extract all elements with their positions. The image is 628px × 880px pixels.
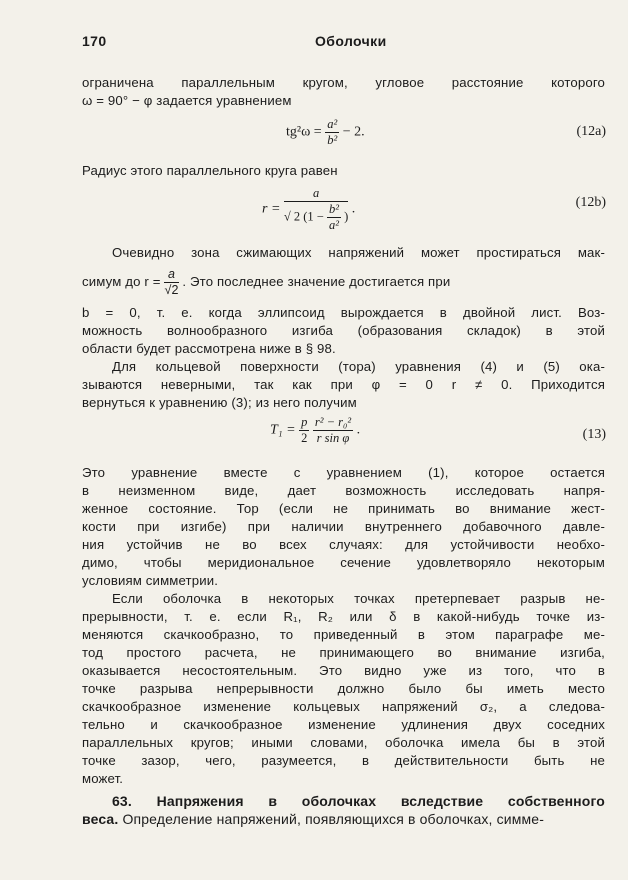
section-text-start: Определение напряжений, появляющихся в оболочках, симме- xyxy=(118,811,545,827)
text-line: ω = 90° − φ задается уравнением xyxy=(82,93,292,108)
text-line: ограничена параллельным кругом, угловое расстояние которого xyxy=(82,75,605,90)
text-line: тельно и скачкообразное изменение удлинения двух соседних xyxy=(82,717,605,732)
text-line: может. xyxy=(82,771,124,786)
text-line: b = 0, т. е. когда эллипсоид вырождается в двойной лист. Воз- xyxy=(82,305,605,320)
p1-inline-fraction xyxy=(164,267,178,298)
p1-line2-start: симум до r = xyxy=(82,274,161,289)
equation-number-13: (13) xyxy=(582,427,606,442)
text-line: ния устойчив не во всех случаях: для устойчивости необхо- xyxy=(82,537,605,552)
eq13-left: T₁ = xyxy=(270,422,296,438)
section-heading-end: веса. xyxy=(82,811,119,827)
eq12b-end: . xyxy=(351,201,356,217)
equation-number-12b: (12b) xyxy=(575,195,606,210)
text-line: димо, чтобы меридиональное сечение удовлетворяло некоторым xyxy=(82,555,605,570)
text-line: меняются скачкообразно, то приведенный в этом параграфе ме- xyxy=(82,627,605,642)
eq12a-fraction xyxy=(325,117,339,148)
text-line: кости при изгибе) при наличии внутреннего добавочного давле- xyxy=(82,519,605,534)
p1-fraction-denominator: √2 xyxy=(164,283,179,298)
text-line: в неизменном виде, дает возможность исследовать напря- xyxy=(82,483,605,498)
text-line: оказывается несостоятельным. Это видно уже из того, что в xyxy=(82,663,605,678)
eq12a-denominator: b² xyxy=(327,133,338,147)
eq13-denominator: r sin φ xyxy=(316,431,350,445)
section-heading: 63. Напряжения в оболочках вследствие собственного xyxy=(112,793,605,809)
eq13-fraction xyxy=(313,415,353,446)
running-title: Оболочки xyxy=(315,33,387,49)
eq12a-right: − 2. xyxy=(342,124,365,140)
p1-fraction-numerator: a xyxy=(164,267,178,283)
equation-13 xyxy=(270,415,360,446)
text-line: зываются неверными, так как при φ = 0 r ≠ 0. Приходится xyxy=(82,377,605,392)
section-heading-continuation xyxy=(82,810,605,828)
text-line: Если оболочка в некоторых точках претерпевает разрыв не- xyxy=(112,591,605,606)
text-line: женное состояние. Тор (если не принимать во внимание жест- xyxy=(82,501,605,516)
text-line: прерывности, т. е. если R₁, R₂ или δ в какой-нибудь точке из- xyxy=(82,609,605,624)
text-line: Это уравнение вместе с уравнением (1), которое остается xyxy=(82,465,605,480)
text-line: Очевидно зона сжимающих напряжений может простираться мак- xyxy=(112,245,605,260)
eq12b-denominator xyxy=(284,202,348,233)
equation-12b xyxy=(262,186,355,233)
eq12b-den-prefix: √ 2 (1 − xyxy=(283,209,324,224)
text-line: области будет рассмотрена ниже в § 98. xyxy=(82,341,336,356)
eq12b-den-suffix: ) xyxy=(344,209,349,224)
text-line: точке зазор, чего, разумеется, в действительности быть не xyxy=(82,753,605,768)
text-line: скачкообразное изменение кольцевых напряжений σ₂, а следова- xyxy=(82,699,605,714)
eq13-coefficient xyxy=(299,415,309,446)
eq12b-numerator: a xyxy=(284,186,348,202)
text-line: точке разрыва непрерывности должно было бы иметь место xyxy=(82,681,605,696)
page-header xyxy=(82,33,587,53)
eq13-numerator: r² − r₀² xyxy=(314,415,352,429)
eq12b-inner-fraction xyxy=(327,202,341,233)
p1-line2-end: . Это последнее значение достигается при xyxy=(182,274,451,289)
eq12b-inner-numerator: b² xyxy=(328,202,339,216)
text-line: условиям симметрии. xyxy=(82,573,219,588)
text-line-with-fraction xyxy=(82,265,605,299)
eq13-end: . xyxy=(356,422,361,438)
eq13-coef-denominator: 2 xyxy=(301,431,308,445)
text-line: Радиус этого параллельного круга равен xyxy=(82,163,338,178)
page-number: 170 xyxy=(82,33,107,49)
eq12a-left: tg²ω = xyxy=(286,124,322,140)
text-line: параллельных кругов; иными словами, оболочка имела бы в этой xyxy=(82,735,605,750)
eq12b-left: r = xyxy=(262,201,281,217)
eq12b-fraction xyxy=(284,186,348,233)
equation-number-12a: (12a) xyxy=(576,124,606,139)
eq12a-numerator: a² xyxy=(327,117,338,131)
text-line: тод простого расчета, не принимающего во внимание изгиба, xyxy=(82,645,605,660)
text-line: вернуться к уравнению (3); из него получим xyxy=(82,395,357,410)
text-line: Для кольцевой поверхности (тора) уравнения (4) и (5) ока- xyxy=(112,359,605,374)
text-line: можность волнообразного изгиба (образования складок) в этой xyxy=(82,323,605,338)
eq13-coef-numerator: p xyxy=(301,415,308,429)
eq12b-inner-denominator: a² xyxy=(328,218,339,232)
equation-12a xyxy=(286,117,365,148)
